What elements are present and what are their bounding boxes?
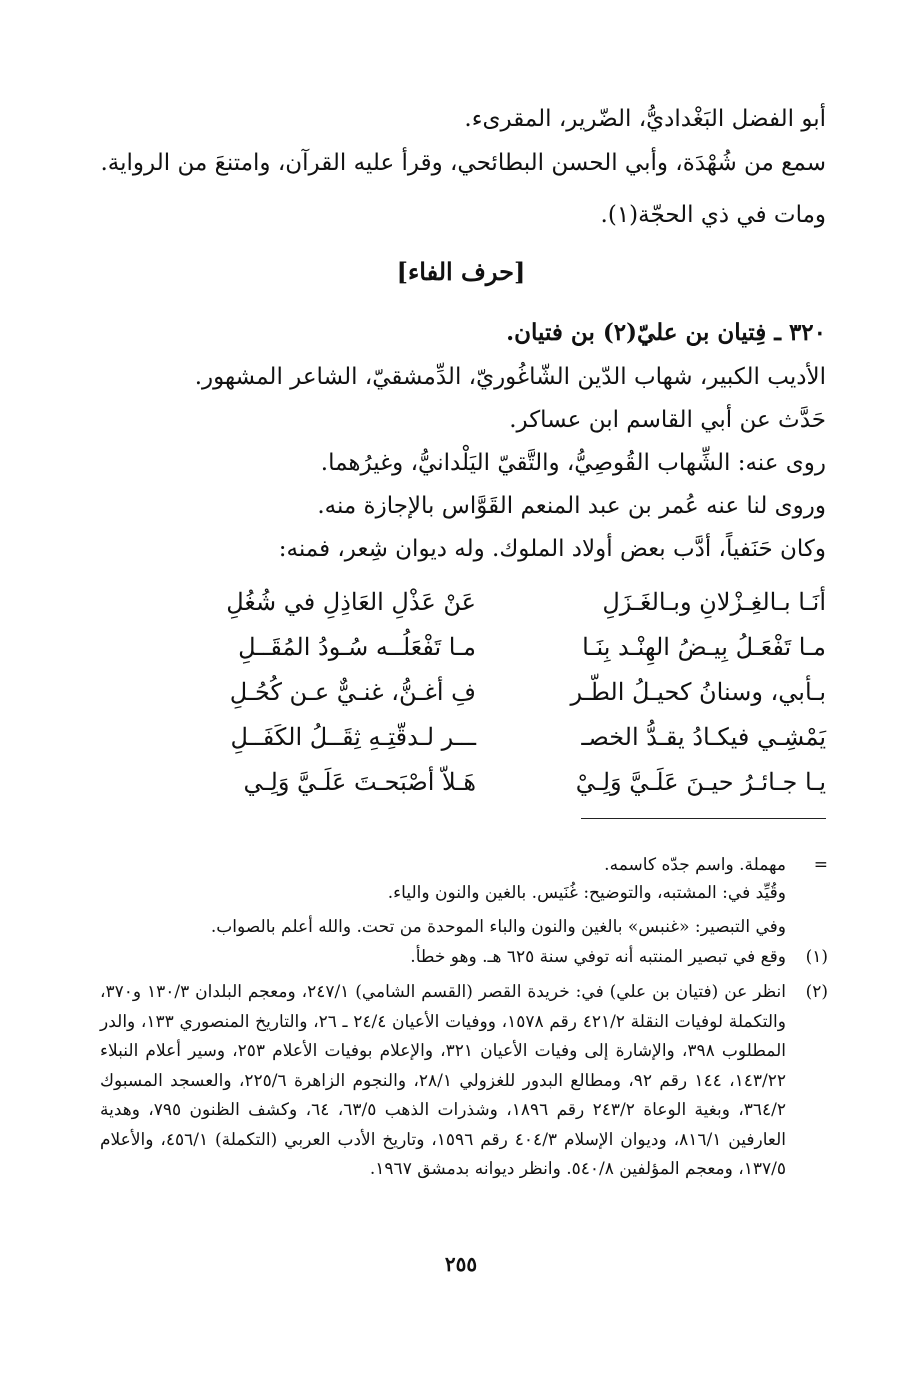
section-heading: [حرف الفاء] bbox=[396, 257, 526, 286]
footnote-text: وقع في تبصير المنتبه أنه توفي سنة ٦٢٥ هـ. وهو خطأ. bbox=[410, 947, 786, 967]
entry-line-3: روى عنه: الشِّهاب القُوصِيُّ، والتَّقيّ اليَلْدانيُّ، وغيرُهما. bbox=[320, 450, 826, 476]
footnote-continuation-2: وقُيِّد في: المشتبه، والتوضيح: غُنَيس. بالغين والنون والياء. bbox=[387, 883, 786, 903]
footnote-continuation-1: = مهملة. واسم جدّه كاسمه. bbox=[100, 852, 826, 878]
poem-verse-2 bbox=[190, 633, 826, 673]
footnote-1 bbox=[100, 944, 826, 970]
poem-verse-5 bbox=[190, 768, 826, 808]
body-line-1: أبو الفضل البَغْداديُّ، الضّرير، المقرىء. bbox=[464, 106, 826, 132]
footnote-continuation-mark: = bbox=[813, 855, 828, 875]
body-line-2: سمع من شُهْدَة، وأبي الحسن البطائحي، وقرأ عليه القرآن، وامتنعَ من الرواية. bbox=[100, 150, 826, 176]
verse-second-hemistich: هَـلاّ أصْبَحـتَ عَلَـيَّ وَلِـي bbox=[243, 768, 476, 796]
entry-line-1: الأديب الكبير، شهاب الدّين الشّاغُوريّ، الدِّمشقيّ، الشاعر المشهور. bbox=[194, 364, 826, 390]
footnote-text: انظر عن (فتيان بن علي) في: خريدة القصر (القسم الشامي) ٢٤٧/١، ومعجم البلدان ١٣٠/٣ و٣٧٠، والتكملة لوفيات النقلة ٤٢١/٢ رقم ١٥٧٨، ووفيات الأعيان ٢٤/٤ ـ ٢٦، والتاريخ المنصوري ١٣٣، والدر المطلوب ٣٩٨، والإشارة إلى وفيات الأعيان ٣٢١، والإعلام بوفيات الأعلام ٢٥٣، وسير أعلام النبلاء ١٤٣/٢٢، ١٤٤ رقم ٩٢، ومطالع البدور للغزولي ٢٨/١، والنجوم الزاهرة ٢٢٥/٦، والعسجد المسبوك ٣٦٤/٢، وبغية الوعاة ٢٤٣/٢ رقم ١٨٩٦، وشذرات الذهب ٦٣/٥، ٦٤، وكشف الظنون ٧٩٥، وهدية العارفين ٨١٦/١، وديوان الإسلام ٤٠٤/٣ رقم ١٥٩٦، وتاريخ الأدب العربي (التكملة) ٤٥٦/١، والأعلام ١٣٧/٥، ومعجم المؤلفين ٥٤٠/٨. وانظر ديوانه بدمشق ١٩٦٧. bbox=[100, 982, 787, 1179]
body-line-3: ومات في ذي الحجّة(١). bbox=[600, 202, 826, 228]
verse-second-hemistich: عَنْ عَذْلِ العَاذِلِ في شُغُلِ bbox=[226, 588, 476, 616]
verse-second-hemistich: ـــر لـدقّتِـهِ ثِقَــلُ الكَفَــلِ bbox=[230, 723, 476, 751]
footnote-2 bbox=[100, 978, 826, 1238]
poem-verse-4 bbox=[190, 723, 826, 763]
entry-line-2: حَدَّث عن أبي القاسم ابن عساكر. bbox=[509, 407, 826, 433]
entry-title: ٣٢٠ ـ فِتيان بن عليّ(٢) بن فتيان. bbox=[506, 319, 826, 346]
footnote-mark: (١) bbox=[805, 947, 828, 967]
footnote-mark: (٢) bbox=[805, 982, 828, 1002]
footnote-separator bbox=[581, 818, 826, 819]
verse-second-hemistich: فِ أغـنُّ، غنـيٌّ عـن كُحُـلِ bbox=[229, 678, 476, 706]
verse-first-hemistich: بـأبي، وسنانُ كحيـلُ الطّـر bbox=[570, 678, 826, 706]
verse-first-hemistich: أنَـا بـالغِـزْلانِ وبـالغَـزَلِ bbox=[602, 588, 826, 616]
footnote-continuation-3: وفي التبصير: «غنبس» بالغين والنون والباء الموحدة من تحت. والله أعلم بالصواب. bbox=[210, 917, 786, 937]
page-number: ٢٥٥ bbox=[444, 1252, 478, 1276]
poem-verse-3 bbox=[190, 678, 826, 718]
verse-second-hemistich: مـا تَفْعَلُــه سُـودُ المُقَــلِ bbox=[238, 633, 476, 661]
poem-verse-1 bbox=[190, 588, 826, 628]
verse-first-hemistich: يـا جـائـرُ حيـنَ عَلَـيَّ وَلِـيْ bbox=[575, 768, 826, 796]
verse-first-hemistich: مـا تَفْعَـلُ بِيـضُ الهِنْـد بِنَـا bbox=[582, 633, 826, 661]
verse-first-hemistich: يَمْشِـي فيكـادُ يقـدُّ الخصـ bbox=[581, 723, 826, 751]
entry-line-5: وكان حَنَفياً، أدَّب بعض أولاد الملوك. وله ديوان شِعر، فمنه: bbox=[278, 536, 826, 562]
entry-line-4: وروى لنا عنه عُمر بن عبد المنعم القَوَّاس بالإجازة منه. bbox=[317, 493, 826, 519]
